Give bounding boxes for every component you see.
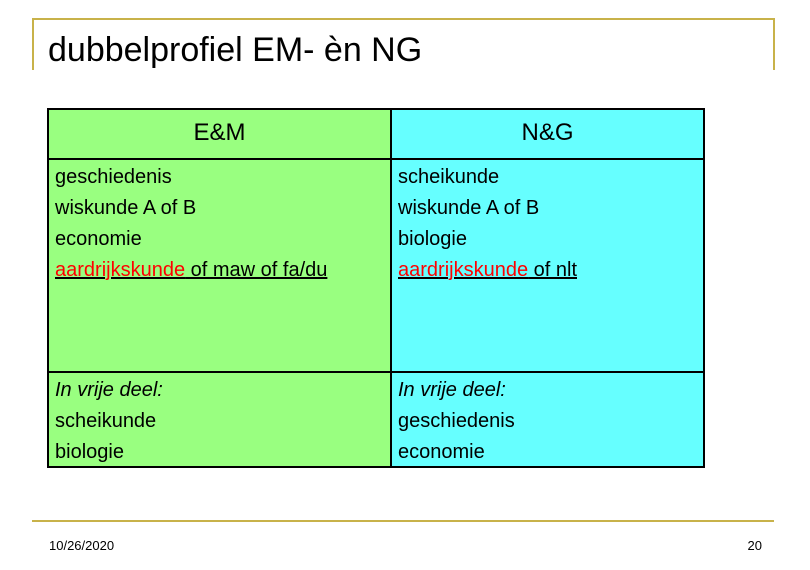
ng-free-label: In vrije deel:: [398, 379, 506, 401]
ng-free-cell: [392, 373, 703, 466]
ng-choice-line: [398, 255, 703, 286]
ng-required-cell: [392, 160, 703, 371]
header-em: E&M: [49, 110, 390, 158]
footer-date: 10/26/2020: [49, 538, 115, 553]
ng-choice-rest: of nlt: [528, 259, 577, 281]
slide-title: dubbelprofiel EM- èn NG: [48, 31, 423, 69]
ng-free-item: geschiedenis: [398, 410, 515, 432]
ng-choice-highlight: aardrijkskunde: [398, 259, 529, 281]
em-choice-line: [55, 255, 390, 286]
header-divider: [49, 158, 703, 160]
ng-required-item: biologie: [398, 228, 467, 250]
em-free-label: In vrije deel:: [55, 379, 163, 401]
em-free-cell: [49, 373, 390, 466]
em-free-item: scheikunde: [55, 410, 157, 432]
em-free-item: biologie: [55, 441, 124, 463]
em-choice-highlight: aardrijkskunde: [55, 259, 186, 281]
decorative-frame-bottom: [32, 520, 774, 522]
page-number: 20: [747, 538, 762, 553]
header-ng: N&G: [392, 110, 703, 158]
section-divider: [49, 371, 703, 373]
ng-free-item: economie: [398, 441, 485, 463]
em-choice-rest: of maw of fa/du: [185, 259, 328, 281]
decorative-frame-right: [773, 18, 775, 70]
column-divider: [390, 110, 392, 466]
decorative-frame-top: [32, 18, 774, 20]
em-required-item: wiskunde A of B: [55, 197, 197, 219]
profile-table: [47, 108, 705, 468]
decorative-frame-left: [32, 18, 34, 70]
em-required-cell: [49, 160, 390, 371]
ng-required-item: wiskunde A of B: [398, 197, 540, 219]
em-required-item: economie: [55, 228, 142, 250]
ng-required-item: scheikunde: [398, 166, 500, 188]
em-required-item: geschiedenis: [55, 166, 172, 188]
